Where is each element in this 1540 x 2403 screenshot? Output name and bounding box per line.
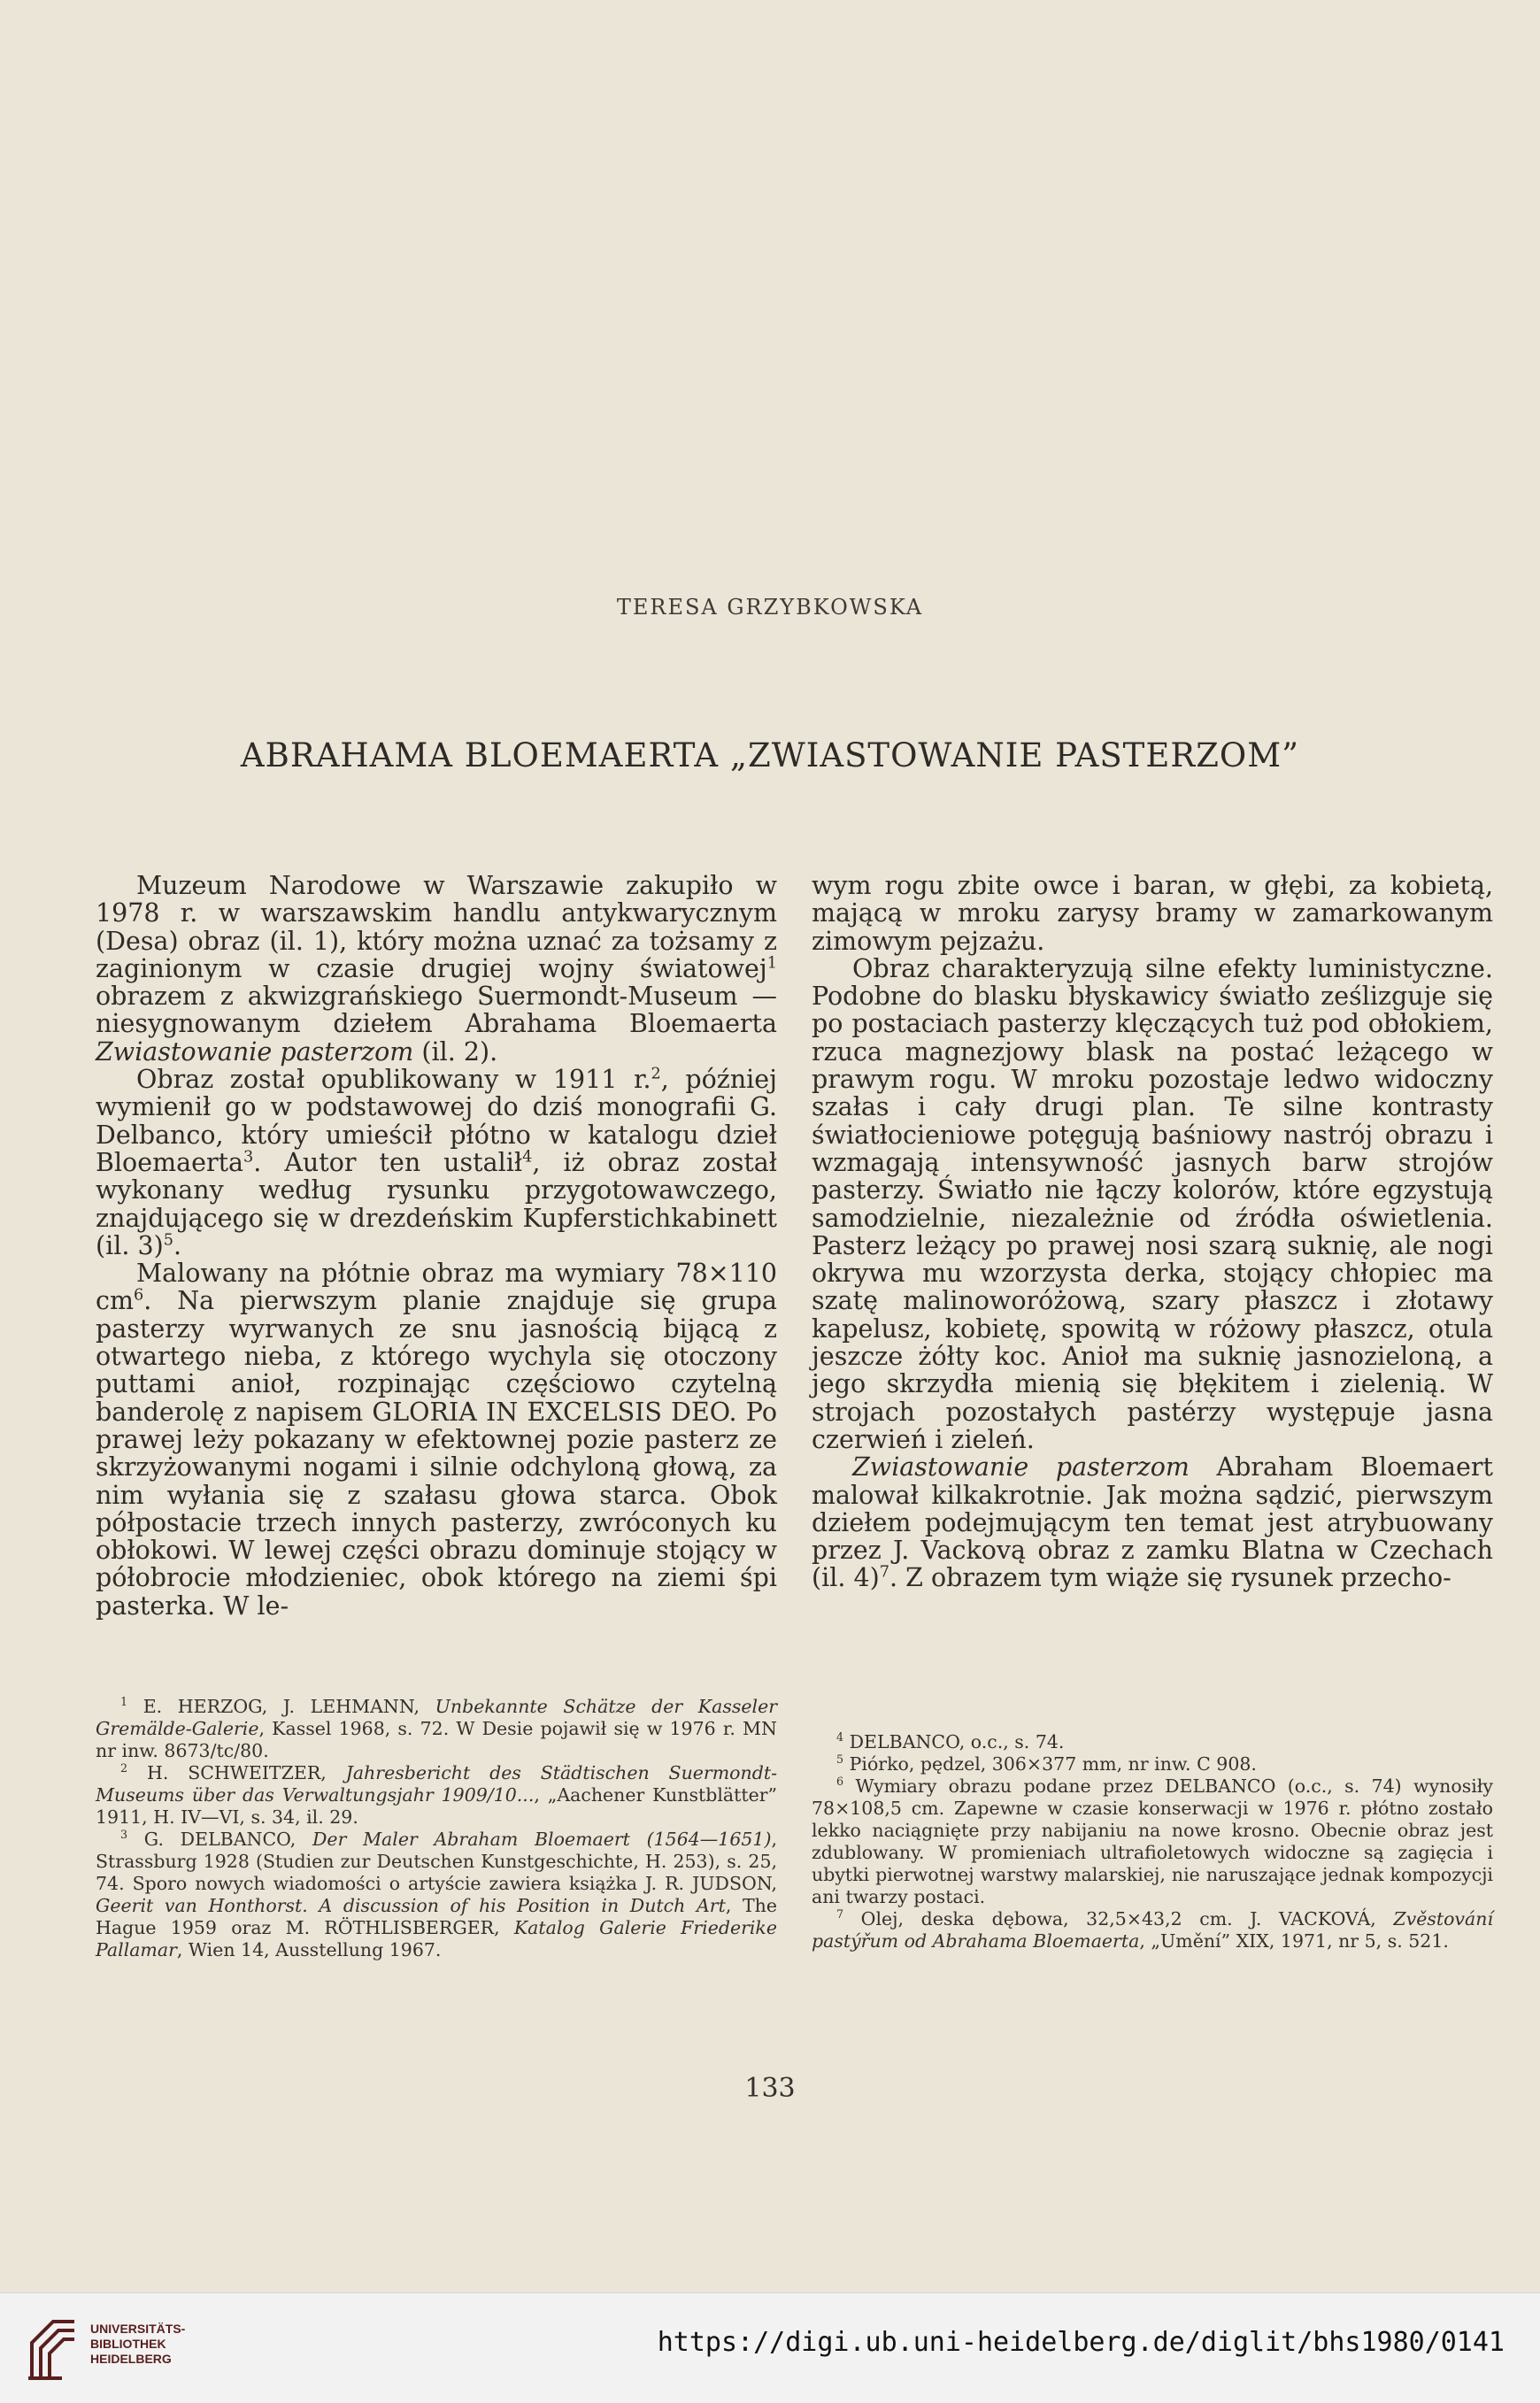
footnotes-right <box>812 1731 1493 1952</box>
footnote-text: Olej, deska dębowa, 32,5×43,2 cm. J. VACKOVÁ, <box>843 1908 1394 1929</box>
paragraph-text: Abraham Bloemaert malował kilkakrotnie. Jak można sądzić, pierwszym dziełem podejmującym ten temat jest atrybuowany przez J. Vackovą obraz z zamku Blatna w Czechach (il. 4) <box>812 1452 1493 1593</box>
footnote-number: 7 <box>836 1907 844 1922</box>
footnote <box>96 1762 777 1829</box>
footnote-text: , Strassburg 1928 (Studien zur Deutschen Kunstgeschichte, H. 253), s. 25, 74. Sporo nowych wiadomości o artyście zawiera książka J. R. JUDSON, <box>96 1829 777 1894</box>
paragraph-text: . Z obrazem tym wiąże się rysunek przecho- <box>889 1563 1451 1593</box>
paragraph <box>812 1453 1493 1591</box>
footnote-number: 4 <box>836 1730 844 1744</box>
paragraph <box>96 1066 777 1259</box>
footnote-text: , „Umění” XIX, 1971, nr 5, s. 521. <box>1139 1930 1449 1952</box>
paragraph-text: . <box>173 1230 182 1260</box>
footnote-text: , Wien 14, Ausstellung 1967. <box>176 1939 442 1960</box>
footnote-title: Jahresbericht des Städtischen Suermondt-Museums über das Verwaltungsjahr 1909/10... <box>96 1762 777 1806</box>
logo-line: UNIVERSITÄTS- <box>90 2322 186 2336</box>
footnote-ref[interactable]: 3 <box>243 1148 254 1167</box>
paragraph-text: Obraz został opublikowany w 1911 r. <box>136 1065 651 1095</box>
library-logo-text <box>90 2322 185 2367</box>
footnote-title: Zvěstování pastýřum od Abrahama Bloemaerta <box>812 1908 1493 1952</box>
logo-line: BIBLIOTHEK <box>90 2337 166 2351</box>
footnote-text: , „Aachener Kunstblätter” 1911, H. IV—VI, s. 34, il. 29. <box>96 1784 777 1828</box>
footnote-ref[interactable]: 1 <box>766 954 777 973</box>
footnote-text: G. DELBANCO, <box>127 1829 312 1850</box>
paragraph-text: Malowany na płótnie obraz ma wymiary 78×110 cm <box>96 1259 777 1316</box>
paragraph: wym rogu zbite owce i baran, w głębi, za kobietą, mającą w mroku zarysy bramy w zamarkowanym zimowym pejzażu. <box>812 871 1493 956</box>
paragraph-text: , iż obraz został wykonany według rysunku przygotowawczego, znajdującego się w drezdeńskim Kupferstichkabinett (il. 3) <box>96 1147 778 1260</box>
footnote-text: E. HERZOG, J. LEHMANN, <box>127 1696 435 1717</box>
footnote-text: , Kassel 1968, s. 72. W Desie pojawił się w 1976 r. MN nr inw. 8673/tc/80. <box>96 1718 777 1761</box>
artwork-title: Zwiastowanie pasterzom <box>852 1452 1190 1483</box>
footnote-ref[interactable]: 6 <box>134 1286 144 1305</box>
logo-line: HEIDELBERG <box>90 2352 172 2366</box>
footnote-text: Piórko, pędzel, 306×377 mm, nr inw. C 908. <box>843 1753 1257 1775</box>
footnote <box>812 1908 1493 1952</box>
footnote-ref[interactable]: 2 <box>651 1065 661 1083</box>
body-column-left <box>96 872 777 1620</box>
footnote <box>812 1731 1493 1753</box>
footnote-text: Wymiary obrazu podane przez DELBANCO (o.c., s. 74) wynosiły 78×108,5 cm. Zapewne w czasie konserwacji w 1976 r. płótno zostało lekko naciągnięte przy nabijaniu na nowe krosno. Obecnie obraz jest zdublowany. W promieniach ultrafioletowych widoczne są zagięcia i ubytki pierwotnej warstwy malarskiej, nie naruszające jednak kompozycji ani twarzy postaci. <box>812 1775 1493 1907</box>
footnote <box>96 1829 777 1961</box>
footnote-ref[interactable]: 4 <box>522 1148 533 1167</box>
viewer-footer <box>0 2292 1540 2403</box>
footnote <box>812 1775 1493 1908</box>
footnotes-left <box>96 1696 777 1961</box>
artwork-title: Zwiastowanie pasterzom <box>96 1036 414 1067</box>
footnote-text: H. SCHWEITZER, <box>127 1762 346 1783</box>
library-logo-icon <box>27 2316 80 2384</box>
paragraph-text: . Autor ten ustalił <box>253 1147 523 1177</box>
footnote-ref[interactable]: 5 <box>163 1231 173 1250</box>
footnote-text: , The Hague 1959 oraz M. RÖTHLISBERGER, <box>96 1895 777 1938</box>
paragraph: Obraz charakteryzują silne efekty luministyczne. Podobne do blasku błyskawicy światło ześlizguje się po postaciach pasterzy klęczących tuż pod obłokiem, rzuca magnezjowy blask na postać leżącego w prawym rogu. W mroku pozostaje ledwo widoczny szałas i cały drugi plan. Te silne kontrasty światłocieniowe potęgują baśniowy nastrój obrazu i wzmagają intensywność jasnych barw strojów pasterzy. Światło nie łączy kolorów, które egzystują samodzielnie, niezależnie od źródła oświetlenia. Pasterz leżący po prawej nosi szarą suknię, ale nogi okrywa mu wzorzysta derka, stojący chłopiec ma szatę malinoworóżową, szary płaszcz i złotawy kapelusz, kobietę, spowitą w różowy płaszcz, otula jeszcze żółty koc. Anioł ma suknię jasnozieloną, a jego skrzydła mienią się błękitem i zielenią. W strojach pozostałych pastérzy występuje jasna czerwień i zieleń. <box>812 953 1493 1454</box>
library-logo[interactable] <box>27 2316 186 2384</box>
footnote-text: DELBANCO, o.c., s. 74. <box>843 1731 1065 1752</box>
footnote-number: 1 <box>120 1695 128 1709</box>
article-title: ABRAHAMA BLOEMAERTA „ZWIASTOWANIE PASTERZOM” <box>240 736 1300 774</box>
paragraph <box>96 1259 777 1620</box>
paragraph <box>96 872 777 1066</box>
paragraph-text: obrazem z akwizgrańskiego Suermondt-Museum — niesygnowanym dziełem Abrahama Bloemaerta <box>96 982 777 1039</box>
footnote-number: 2 <box>120 1761 128 1775</box>
page-number: 133 <box>744 2073 796 2104</box>
footnote-title: Geerit van Honthorst. A discussion of his Position in Dutch Art <box>96 1895 726 1916</box>
footnote-number: 3 <box>120 1828 128 1842</box>
permalink-url[interactable]: https://digi.ub.uni-heidelberg.de/diglit/bhs1980/0141 <box>657 2327 1505 2358</box>
footnote <box>96 1696 777 1762</box>
footnote-number: 5 <box>836 1752 844 1767</box>
paragraph-text: (il. 2). <box>413 1036 498 1067</box>
footnote-title: Unbekannte Schätze der Kasseler Gremälde-Galerie <box>96 1696 777 1739</box>
footnote-ref[interactable]: 7 <box>879 1563 889 1582</box>
article-author: TERESA GRZYBKOWSKA <box>616 595 924 620</box>
paragraph-text: . Na pierwszym planie znajduje się grupa pasterzy wyrwanych ze snu jasnością bijącą z otwartego nieba, z którego wychyla się otoczony puttami anioł, rozpinając częściowo czytelną banderolę z napisem GLORIA IN EXCELSIS DEO. Po prawej leży pokazany w efektownej pozie pasterz ze skrzyżowanymi nogami i silnie odchyloną głową, za nim wyłania się z szałasu głowa starca. Obok półpostacie trzech innych pasterzy, zwróconych ku obłokowi. W lewej części obrazu dominuje stojący w półobrocie młodzieniec, obok którego na ziemi śpi pasterka. W le- <box>96 1286 777 1621</box>
paragraph-text: Muzeum Narodowe w Warszawie zakupiło w 1978 r. w warszawskim handlu antykwarycznym (Desa) obraz (il. 1), który można uznać za tożsamy z zaginionym w czasie drugiej wojny światowej <box>96 871 777 983</box>
paragraph-text: , później wymienił go w podstawowej do dziś monografii G. Delbanco, który umieścił płótno w katalogu dzieł Bloemaerta <box>96 1065 777 1177</box>
footnote-title: Katalog Galerie Friederike Pallamar <box>96 1917 777 1960</box>
footnote-title: Der Maler Abraham Bloemaert (1564—1651) <box>312 1829 772 1850</box>
footnote-number: 6 <box>836 1775 844 1789</box>
footnote <box>812 1753 1493 1775</box>
body-column-right <box>812 872 1493 1592</box>
